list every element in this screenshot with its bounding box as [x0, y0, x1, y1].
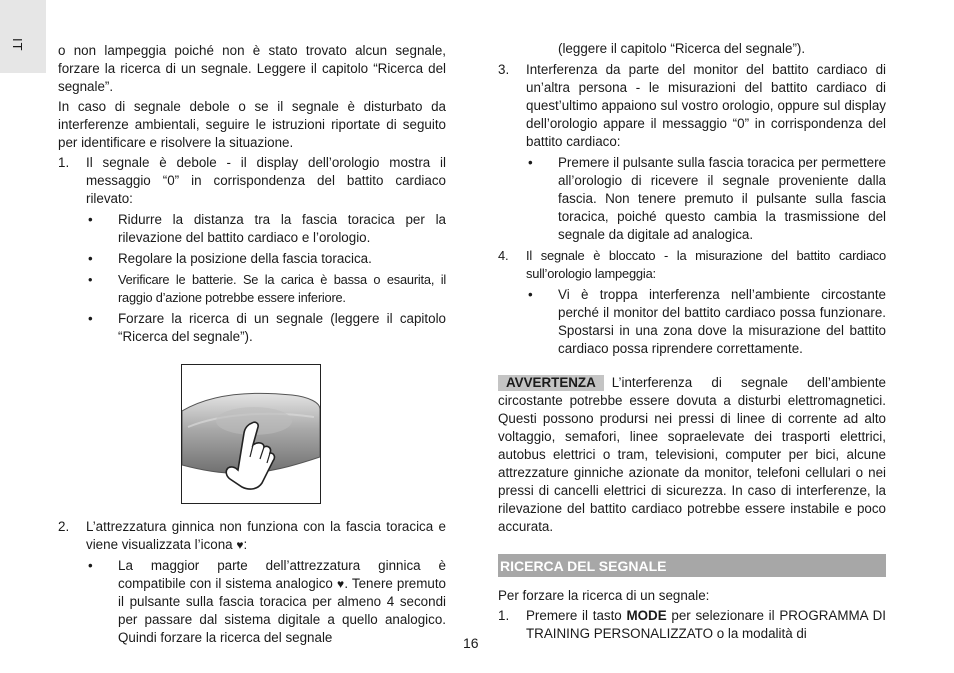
list-item-text: L’attrezzatura ginnica non funziona con la fascia toracica e viene visualizzata l’icona — [86, 519, 446, 552]
right-column — [498, 40, 886, 643]
bullet-item — [58, 271, 446, 307]
chest-strap-illustration — [181, 364, 321, 504]
list-item-1 — [58, 154, 446, 208]
page-number: 16 — [463, 635, 479, 651]
step-text-pre: Premere il tasto — [526, 608, 622, 623]
warning-block — [498, 374, 886, 536]
bullet-dot: • — [88, 558, 93, 573]
intro-paragraph-1: o non lampeggia poiché non è stato trovato alcun segnale, forzare la ricerca di un segnale. Leggere il capitolo “Ricerca del segnale”. — [58, 43, 446, 94]
bullet-item — [58, 250, 446, 268]
list-item-text: Il segnale è debole - il display dell’orologio mostra il messaggio “0” in corrispondenza del battito cardiaco rilevato: — [86, 155, 446, 206]
step-text-post: per selezionare il PROGRAMMA DI TRAINING PERSONALIZZATO o la modalità di — [526, 608, 886, 641]
list-item-suffix: : — [243, 537, 248, 552]
heart-icon: ♥ — [236, 538, 244, 552]
bullet-text-continued: . Tenere premuto il pulsante sulla fascia toracica per almeno 4 secondi per passare dal sistema digitale a quello analogico. Quindi forzare la ricerca del segnale — [118, 576, 447, 645]
bullet-item — [58, 557, 446, 647]
list-number: 4. — [498, 248, 509, 263]
language-tab-label: IT — [10, 38, 25, 52]
bullet-dot: • — [528, 287, 533, 302]
bullet-text: Vi è troppa interferenza nell’ambiente circostante perché il monitor del battito cardiaco possa funzionare. Spostarsi in una zona dove la misurazione del battito cardiaco possa riprendere correttamente. — [558, 287, 886, 356]
list-number: 1. — [58, 155, 70, 170]
bullet-text: Premere il pulsante sulla fascia toracica per permettere all’orologio di ricevere il segnale proveniente dalla fascia. Non tenere premuto il pulsante sulla fascia toracica, poiché questo cambia la trasmissione del segnale da digitale ad analogica. — [558, 155, 886, 242]
continued-text: (leggere il capitolo “Ricerca del segnale”). — [558, 41, 806, 56]
mode-key-label: MODE — [626, 608, 667, 623]
bullet-text: Ridurre la distanza tra la fascia toracica per la rilevazione del battito cardiaco e l’orologio. — [118, 212, 446, 245]
section-intro: Per forzare la ricerca di un segnale: — [498, 588, 710, 603]
list-number: 3. — [498, 62, 510, 77]
list-item-3 — [498, 61, 886, 151]
bullet-dot: • — [88, 272, 93, 287]
bullet-item — [58, 211, 446, 247]
step-item-1 — [498, 607, 886, 643]
intro-paragraph-2: In caso di segnale debole o se il segnale è disturbato da interferenze ambientali, seguire le istruzioni riportate di seguito per identificare e risolvere la situazione. — [58, 99, 446, 150]
bullet-item — [58, 310, 446, 346]
bullet-dot: • — [88, 212, 93, 227]
heart-icon: ♥ — [336, 577, 345, 591]
bullet-text: Forzare la ricerca di un segnale (leggere il capitolo “Ricerca del segnale”). — [118, 311, 446, 344]
list-item-4 — [498, 247, 886, 283]
bullet-text: La maggior parte dell’attrezzatura ginnica è compatibile con il sistema analogico — [118, 558, 446, 591]
list-item-2 — [58, 518, 446, 554]
language-tab — [0, 0, 46, 73]
bullet-dot: • — [88, 251, 93, 266]
bullet-dot: • — [88, 311, 93, 326]
warning-text: L’interferenza di segnale dell’ambiente circostante potrebbe essere dovuta a disturbi elettromagnetici. Questi possono prodursi nei pressi di linee di corrente ad alto voltaggio, semafori, linee sopraelevate dei trasporti elettrici, autobus elettrici o tram, televisioni, computer per bici, alcune attrezzature ginniche azionate da monitor, telefoni cellulari o nei pressi di cancelli elettrici di sicurezza. In caso di interferenze, la rilevazione del battito cardiaco potrebbe essere instabile e poco accurata. — [498, 375, 886, 534]
left-column — [58, 42, 446, 647]
bullet-text: Regolare la posizione della fascia toracica. — [118, 251, 372, 266]
warning-label: AVVERTENZA — [498, 375, 604, 391]
list-number: 2. — [58, 519, 70, 534]
bullet-item — [498, 154, 886, 244]
list-number: 1. — [498, 608, 510, 623]
bullet-text: Verificare le batterie. Se la carica è bassa o esaurita, il raggio d’azione potrebbe essere inferiore. — [118, 272, 446, 305]
list-item-text: Il segnale è bloccato - la misurazione del battito cardiaco sull’orologio lampeggia: — [526, 248, 886, 281]
list-item-text: Interferenza da parte del monitor del battito cardiaco di un’altra persona - le misurazioni del battito cardiaco di quest’ultimo appaiono sul vostro orologio, oppure sul display dell’orologio appare il messaggio “0” in corrispondenza del battito cardiaco: — [526, 62, 886, 149]
bullet-dot: • — [528, 155, 533, 170]
bullet-item — [498, 286, 886, 358]
chest-strap-svg — [182, 365, 320, 503]
section-heading: RICERCA DEL SEGNALE — [498, 554, 886, 577]
